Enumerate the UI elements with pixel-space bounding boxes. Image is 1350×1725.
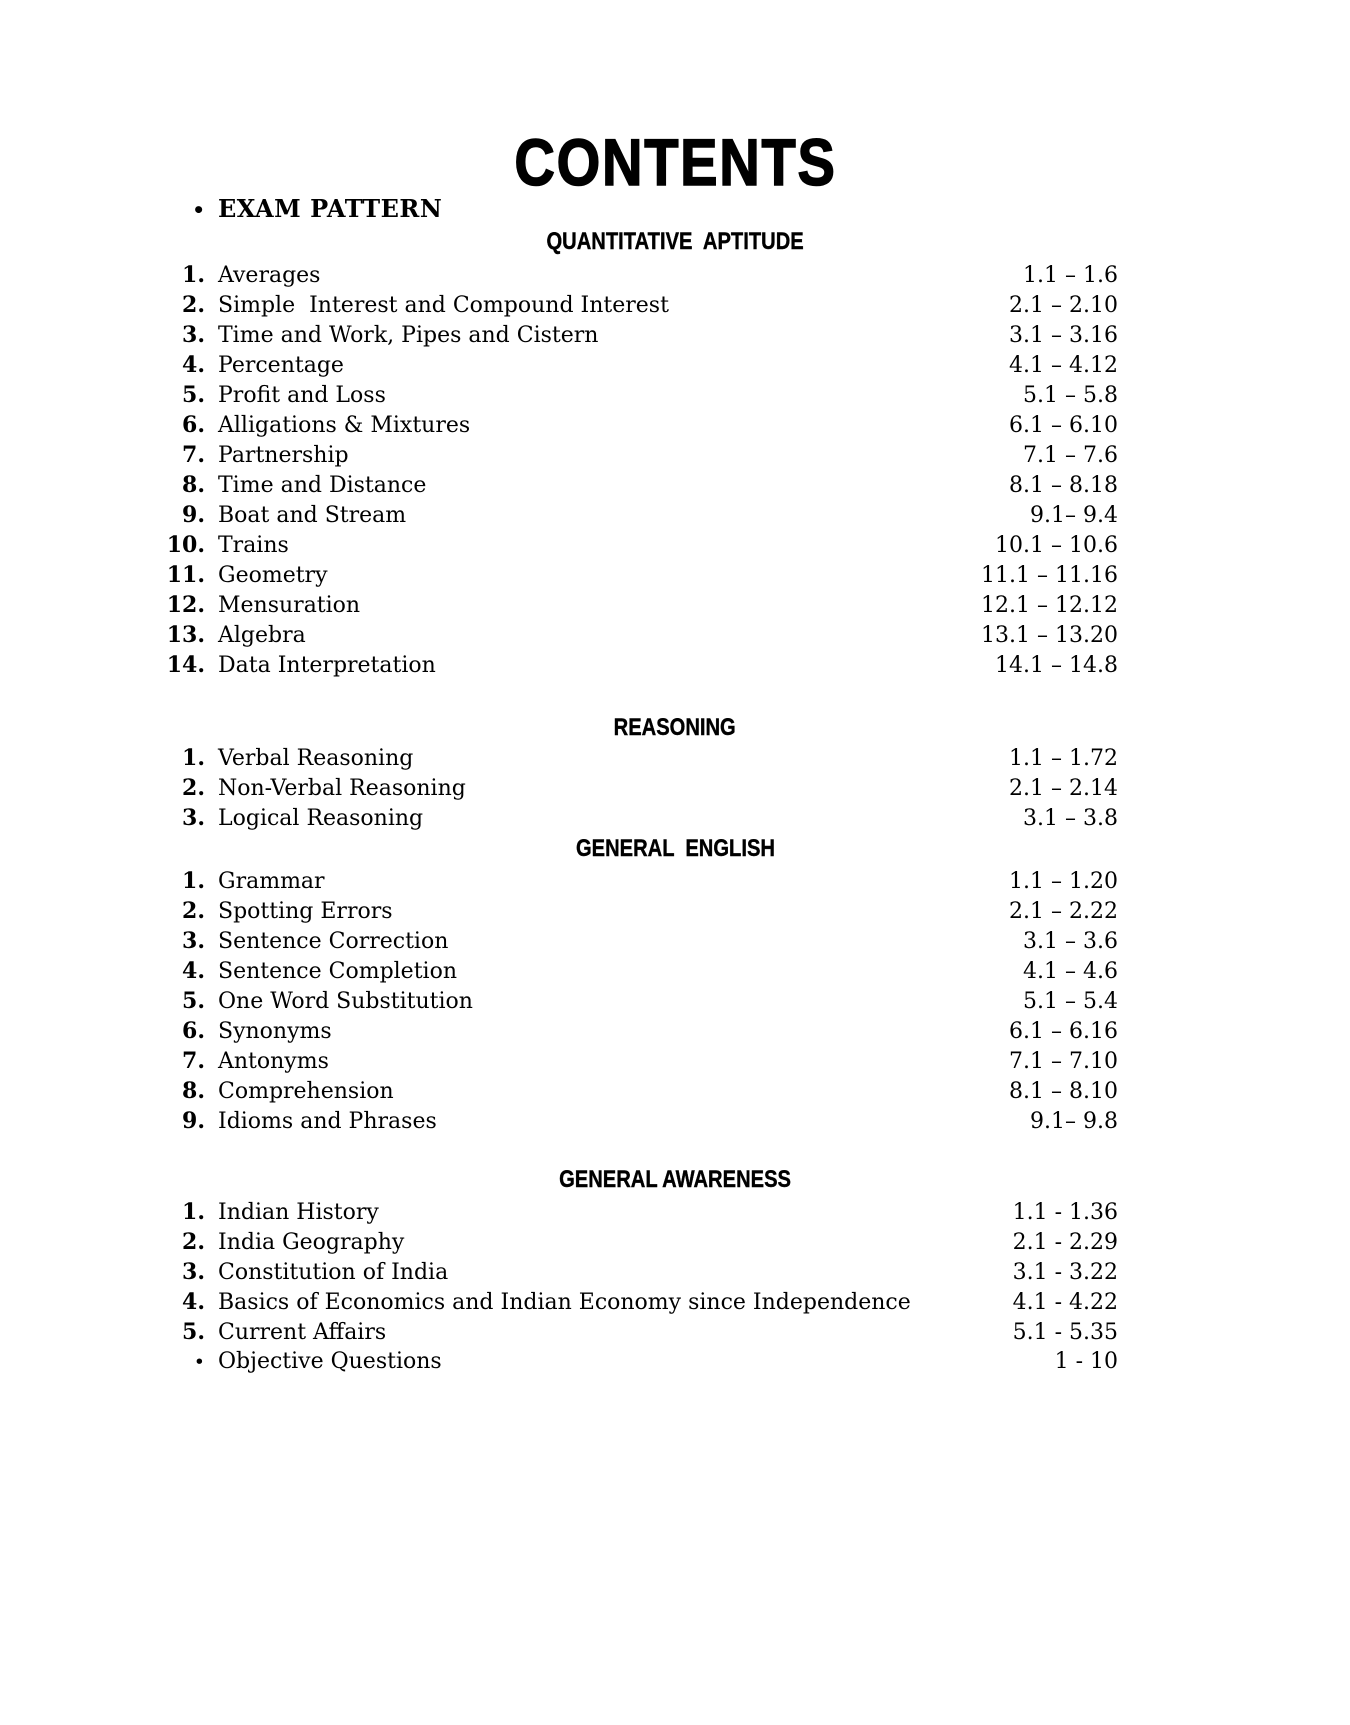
toc-row xyxy=(160,986,1118,1016)
item-title: Profit and Loss xyxy=(218,383,386,408)
item-title: Time and Work, Pipes and Cistern xyxy=(218,323,599,348)
toc-row xyxy=(160,956,1118,986)
item-pages: 6.1 – 6.16 xyxy=(1009,1019,1118,1044)
item-number: 12. xyxy=(166,592,205,618)
item-title: Averages xyxy=(218,263,321,288)
item-number: 2. xyxy=(182,898,205,924)
item-pages: 2.1 – 2.22 xyxy=(1009,899,1118,924)
item-number: 4. xyxy=(182,352,205,378)
item-title: Time and Distance xyxy=(218,473,427,498)
item-pages: 3.1 - 3.22 xyxy=(1012,1260,1118,1285)
toc-row xyxy=(160,260,1118,290)
toc-row xyxy=(160,896,1118,926)
item-pages: 12.1 – 12.12 xyxy=(981,593,1118,618)
toc-row xyxy=(160,590,1118,620)
item-title: One Word Substitution xyxy=(218,989,473,1014)
section-quantitative-aptitude xyxy=(160,260,1118,680)
item-title: Comprehension xyxy=(218,1079,394,1104)
toc-row xyxy=(160,1076,1118,1106)
toc-row xyxy=(160,320,1118,350)
item-pages: 8.1 – 8.10 xyxy=(1009,1079,1118,1104)
item-number: 2. xyxy=(182,292,205,318)
item-number: 4. xyxy=(182,1289,205,1315)
item-pages: 14.1 – 14.8 xyxy=(995,653,1118,678)
item-number: 10. xyxy=(166,532,205,558)
section-heading-quantitative-aptitude: QUANTITATIVE APTITUDE xyxy=(546,228,804,255)
toc-row xyxy=(160,500,1118,530)
item-number: 6. xyxy=(182,412,205,438)
item-number: 8. xyxy=(182,1078,205,1104)
item-title: Verbal Reasoning xyxy=(218,746,414,771)
item-pages: 7.1 – 7.6 xyxy=(1023,443,1118,468)
item-number: 13. xyxy=(166,622,205,648)
item-title: Constitution of India xyxy=(218,1260,449,1285)
item-pages: 10.1 – 10.6 xyxy=(995,533,1118,558)
item-number: 9. xyxy=(182,502,205,528)
item-title: Simple Interest and Compound Interest xyxy=(218,293,669,318)
toc-row xyxy=(160,743,1118,773)
item-pages: 5.1 – 5.8 xyxy=(1023,383,1118,408)
page-title: CONTENTS xyxy=(513,125,837,199)
toc-row xyxy=(160,410,1118,440)
item-title: Percentage xyxy=(218,353,344,378)
item-number: 7. xyxy=(182,1048,205,1074)
item-pages: 3.1 – 3.16 xyxy=(1009,323,1118,348)
item-title: Partnership xyxy=(218,443,349,468)
toc-row xyxy=(160,1287,1118,1317)
item-pages: 4.1 – 4.6 xyxy=(1023,959,1118,984)
item-pages: 4.1 – 4.12 xyxy=(1009,353,1118,378)
toc-row xyxy=(160,350,1118,380)
toc-row xyxy=(160,1227,1118,1257)
toc-row xyxy=(160,866,1118,896)
item-title: Algebra xyxy=(218,623,306,648)
item-number: 2. xyxy=(182,775,205,801)
section-general-english xyxy=(160,866,1118,1136)
item-pages: 11.1 – 11.16 xyxy=(981,563,1118,588)
toc-row xyxy=(160,1046,1118,1076)
item-number: 2. xyxy=(182,1229,205,1255)
item-number: 3. xyxy=(182,928,205,954)
item-title: India Geography xyxy=(218,1230,405,1255)
item-pages: 7.1 – 7.10 xyxy=(1009,1049,1118,1074)
item-title: Basics of Economics and Indian Economy since Independence xyxy=(218,1290,911,1315)
toc-row xyxy=(160,926,1118,956)
toc-row xyxy=(160,1317,1118,1347)
item-number: 7. xyxy=(182,442,205,468)
item-title: Current Affairs xyxy=(218,1320,387,1345)
item-number: 5. xyxy=(182,988,205,1014)
item-title: Synonyms xyxy=(218,1019,332,1044)
item-title: Non-Verbal Reasoning xyxy=(218,776,466,801)
toc-row xyxy=(160,773,1118,803)
item-number: 1. xyxy=(182,262,205,288)
toc-row xyxy=(160,1347,1118,1377)
bullet-icon: • xyxy=(192,198,205,222)
item-number: 9. xyxy=(182,1108,205,1134)
item-pages: 5.1 - 5.35 xyxy=(1012,1320,1118,1345)
item-pages: 3.1 – 3.8 xyxy=(1023,806,1118,831)
section-reasoning xyxy=(160,743,1118,833)
item-title: Trains xyxy=(218,533,289,558)
item-pages: 1.1 - 1.36 xyxy=(1012,1200,1118,1225)
section-general-awareness xyxy=(160,1197,1118,1377)
section-heading-general-awareness: GENERAL AWARENESS xyxy=(559,1166,791,1193)
item-number: 5. xyxy=(182,1319,205,1345)
toc-row xyxy=(160,1106,1118,1136)
toc-row xyxy=(160,470,1118,500)
item-pages: 3.1 – 3.6 xyxy=(1023,929,1118,954)
item-number: 4. xyxy=(182,958,205,984)
item-pages: 13.1 – 13.20 xyxy=(981,623,1118,648)
item-title: Alligations & Mixtures xyxy=(218,413,471,438)
section-heading-general-english: GENERAL ENGLISH xyxy=(575,835,775,862)
item-number: 3. xyxy=(182,322,205,348)
toc-row xyxy=(160,650,1118,680)
item-title: Sentence Correction xyxy=(218,929,449,954)
item-number: 11. xyxy=(166,562,205,588)
item-pages: 2.1 – 2.14 xyxy=(1009,776,1118,801)
item-number: 1. xyxy=(182,745,205,771)
item-pages: 1.1 – 1.72 xyxy=(1009,746,1118,771)
item-pages: 1 - 10 xyxy=(1054,1349,1118,1374)
item-title: Indian History xyxy=(218,1200,379,1225)
item-pages: 1.1 – 1.20 xyxy=(1009,869,1118,894)
item-pages: 5.1 – 5.4 xyxy=(1023,989,1118,1014)
toc-row xyxy=(160,560,1118,590)
item-title: Spotting Errors xyxy=(218,899,393,924)
item-pages: 4.1 - 4.22 xyxy=(1012,1290,1118,1315)
toc-row xyxy=(160,530,1118,560)
item-number: 3. xyxy=(182,1259,205,1285)
item-number: 14. xyxy=(166,652,205,678)
item-number: 8. xyxy=(182,472,205,498)
item-title: Antonyms xyxy=(218,1049,329,1074)
toc-row xyxy=(160,1257,1118,1287)
item-pages: 9.1– 9.8 xyxy=(1030,1109,1118,1134)
item-title: Data Interpretation xyxy=(218,653,436,678)
item-pages: 6.1 – 6.10 xyxy=(1009,413,1118,438)
toc-row xyxy=(160,1016,1118,1046)
item-title: Sentence Completion xyxy=(218,959,457,984)
item-pages: 9.1– 9.4 xyxy=(1030,503,1118,528)
item-title: Objective Questions xyxy=(218,1349,442,1374)
item-title: Mensuration xyxy=(218,593,361,618)
item-number: 6. xyxy=(182,1018,205,1044)
toc-row xyxy=(160,440,1118,470)
item-title: Grammar xyxy=(218,869,325,894)
item-title: Geometry xyxy=(218,563,328,588)
item-number: 1. xyxy=(182,868,205,894)
toc-row xyxy=(160,380,1118,410)
toc-row xyxy=(160,1197,1118,1227)
item-title: Idioms and Phrases xyxy=(218,1109,437,1134)
section-heading-reasoning: REASONING xyxy=(613,714,737,741)
item-title: Boat and Stream xyxy=(218,503,407,528)
item-pages: 2.1 - 2.29 xyxy=(1012,1230,1118,1255)
item-number: 5. xyxy=(182,382,205,408)
item-pages: 2.1 – 2.10 xyxy=(1009,293,1118,318)
item-title: Logical Reasoning xyxy=(218,806,424,831)
item-pages: 1.1 – 1.6 xyxy=(1023,263,1118,288)
toc-row xyxy=(160,620,1118,650)
toc-row xyxy=(160,803,1118,833)
bullet-icon: • xyxy=(193,1351,205,1373)
item-pages: 8.1 – 8.18 xyxy=(1009,473,1118,498)
exam-pattern-label: EXAM PATTERN xyxy=(218,194,443,223)
item-number: 1. xyxy=(182,1199,205,1225)
toc-row xyxy=(160,290,1118,320)
item-number: 3. xyxy=(182,805,205,831)
